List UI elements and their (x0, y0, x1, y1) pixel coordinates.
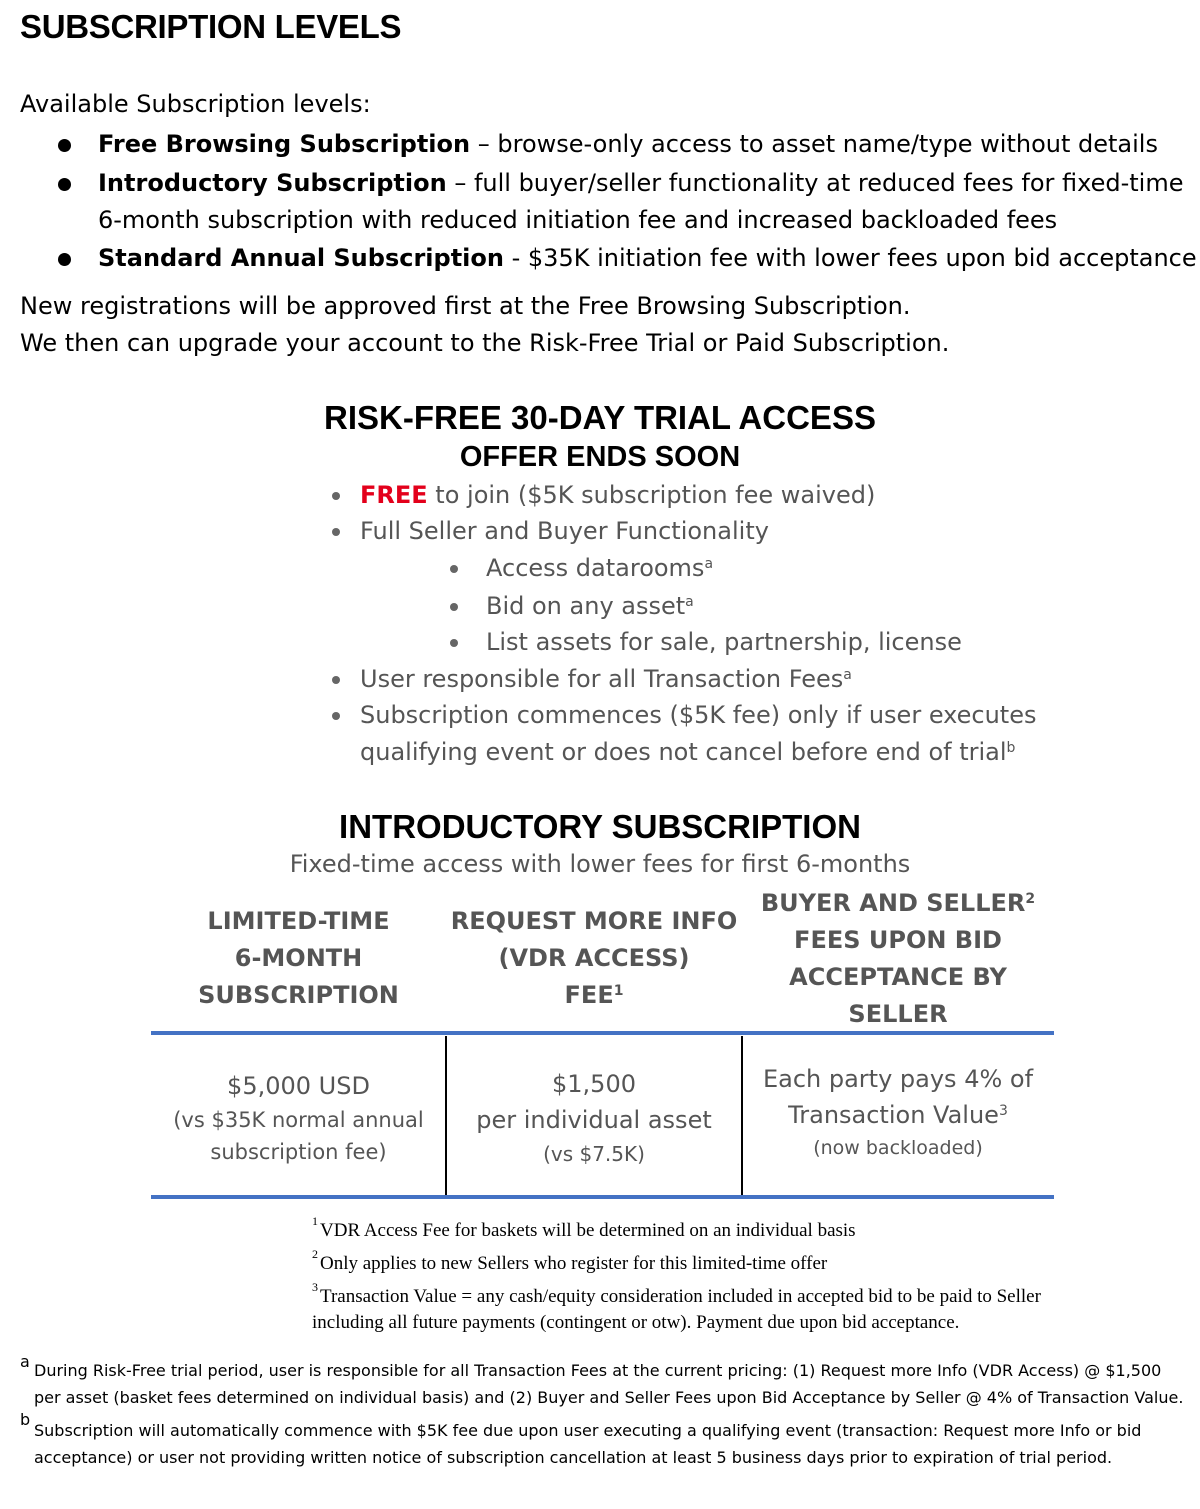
column-header-buyer-seller-fees (742, 885, 1054, 1033)
superscript-b: b (1006, 740, 1016, 756)
trial-title: RISK-FREE 30-DAY TRIAL ACCESS (324, 399, 876, 436)
header-line: SUBSCRIPTION (198, 981, 399, 1009)
trial-bullet-text: User responsible for all Transaction Fees (360, 665, 844, 693)
subbullet-text: Bid on any asset (486, 592, 686, 620)
note-mark-a: a (20, 1352, 30, 1371)
footnote-text: Only applies to new Sellers who register for this limited-time offer (320, 1253, 828, 1274)
table-top-rule (151, 1031, 1054, 1035)
superscript-a: a (704, 556, 714, 572)
cell-price: $5,000 USD (227, 1072, 370, 1100)
footnote-text: Transaction Value = any cash/equity consideration included in accepted bid to be paid to Seller (320, 1286, 1041, 1307)
footnote-3 (312, 1280, 1041, 1308)
column-header-subscription (151, 903, 446, 1014)
level-standard-annual (98, 240, 1197, 277)
footnote-mark: 1 (312, 1214, 318, 1228)
header-line: ACCEPTANCE BY (789, 963, 1007, 991)
intro-text: Available Subscription levels: (20, 90, 371, 118)
note-mark-b: b (20, 1410, 31, 1429)
level-name: Introductory Subscription (98, 169, 447, 197)
bullet-icon (58, 253, 71, 266)
bullet-icon (332, 712, 340, 720)
level-name: Free Browsing Subscription (98, 130, 471, 158)
level-desc: - $35K initiation fee with lower fees upon bid acceptance (503, 244, 1197, 272)
cell-transaction-fee (742, 1061, 1054, 1163)
footnote-2 (312, 1247, 828, 1275)
bullet-icon (332, 528, 340, 536)
trial-bullet-commence-continued (360, 734, 1015, 771)
header-line: REQUEST MORE INFO (450, 907, 738, 935)
cell-note: (vs $35K normal annual (173, 1108, 424, 1132)
free-highlight: FREE (360, 481, 428, 509)
level-introductory (98, 165, 1183, 202)
superscript-3: 3 (998, 1103, 1008, 1119)
superscript-2: 2 (1025, 891, 1036, 907)
bullet-icon (450, 565, 458, 573)
intro-sub-title: INTRODUCTORY SUBSCRIPTION (339, 808, 861, 845)
level-free-browsing (98, 126, 1158, 163)
trial-subtitle: OFFER ENDS SOON (459, 441, 741, 473)
header-line: (VDR ACCESS) (498, 944, 690, 972)
registration-note: New registrations will be approved first at the Free Browsing Subscription. (20, 292, 911, 320)
footnote-text: VDR Access Fee for baskets will be determined on an individual basis (320, 1220, 856, 1241)
note-a-line1: During Risk-Free trial period, user is responsible for all Transaction Fees at the current pricing: (1) Request more Info (VDR Access) @ $1,500 (34, 1361, 1162, 1380)
note-b-line1: Subscription will automatically commence with $5K fee due upon user executing a qualifying event (transaction: Request more Info or bid (34, 1421, 1142, 1440)
cell-subscription-price (151, 1068, 446, 1168)
trial-bullet-free (360, 477, 875, 514)
table-bottom-rule (151, 1195, 1054, 1199)
header-line: 6-MONTH (234, 944, 363, 972)
superscript-1: 1 (613, 983, 624, 999)
cell-vdr-price (446, 1066, 742, 1170)
bullet-icon (332, 492, 340, 500)
bullet-icon (450, 603, 458, 611)
bullet-icon (450, 639, 458, 647)
intro-sub-subtitle: Fixed-time access with lower fees for first 6-months (289, 850, 911, 878)
cell-note: (vs $7.5K) (543, 1142, 645, 1166)
trial-bullet-text: qualifying event or does not cancel before end of trial (360, 738, 1007, 766)
footnote-mark: 3 (312, 1280, 318, 1294)
footnote-mark: 2 (312, 1247, 318, 1261)
superscript-a: a (843, 667, 852, 683)
bullet-icon (58, 178, 71, 191)
level-name: Standard Annual Subscription (98, 244, 504, 272)
trial-bullet-functionality: Full Seller and Buyer Functionality (360, 517, 769, 545)
level-desc: – full buyer/seller functionality at reduced fees for fixed-time (446, 169, 1184, 197)
trial-subbullet-datarooms (486, 550, 713, 587)
upgrade-note: We then can upgrade your account to the Risk-Free Trial or Paid Subscription. (20, 329, 950, 357)
level-desc-continued: 6-month subscription with reduced initiation fee and increased backloaded fees (98, 206, 1058, 234)
cell-text: Each party pays 4% of (762, 1065, 1034, 1093)
column-header-vdr-fee (446, 903, 742, 1014)
bullet-icon (332, 676, 340, 684)
trial-subbullet-list: List assets for sale, partnership, license (486, 628, 962, 656)
cell-unit: per individual asset (476, 1106, 712, 1134)
cell-text: Transaction Value (788, 1101, 999, 1129)
footnote-1 (312, 1214, 856, 1242)
note-b-line2: acceptance) or user not providing written notice of subscription cancellation at least 5 business days prior to expiration of trial period. (34, 1448, 1113, 1467)
trial-bullet-text: to join ($5K subscription fee waived) (427, 481, 876, 509)
superscript-a: a (685, 594, 694, 610)
trial-bullet-fees (360, 661, 852, 698)
cell-price: $1,500 (552, 1070, 636, 1098)
trial-subbullet-bid (486, 588, 694, 625)
header-line: FEES UPON BID (794, 926, 1002, 954)
note-a-line2: per asset (basket fees determined on individual basis) and (2) Buyer and Seller Fees upon Bid Acceptance by Seller @ 4% of Transaction Value. (34, 1388, 1184, 1407)
bullet-icon (58, 139, 71, 152)
header-line: LIMITED-TIME (207, 907, 390, 935)
trial-bullet-commence: Subscription commences ($5K fee) only if user executes (360, 701, 1037, 729)
header-line: BUYER AND SELLER (760, 889, 1026, 917)
footnote-3-continued: including all future payments (contingent or otw). Payment due upon bid acceptance. (312, 1312, 960, 1333)
level-desc: – browse-only access to asset name/type without details (470, 130, 1158, 158)
header-line: FEE (564, 981, 614, 1009)
cell-note: subscription fee) (210, 1140, 387, 1164)
page-title: SUBSCRIPTION LEVELS (20, 8, 402, 45)
cell-note: (now backloaded) (813, 1137, 983, 1159)
subbullet-text: Access datarooms (486, 554, 705, 582)
header-line: SELLER (848, 1000, 948, 1028)
